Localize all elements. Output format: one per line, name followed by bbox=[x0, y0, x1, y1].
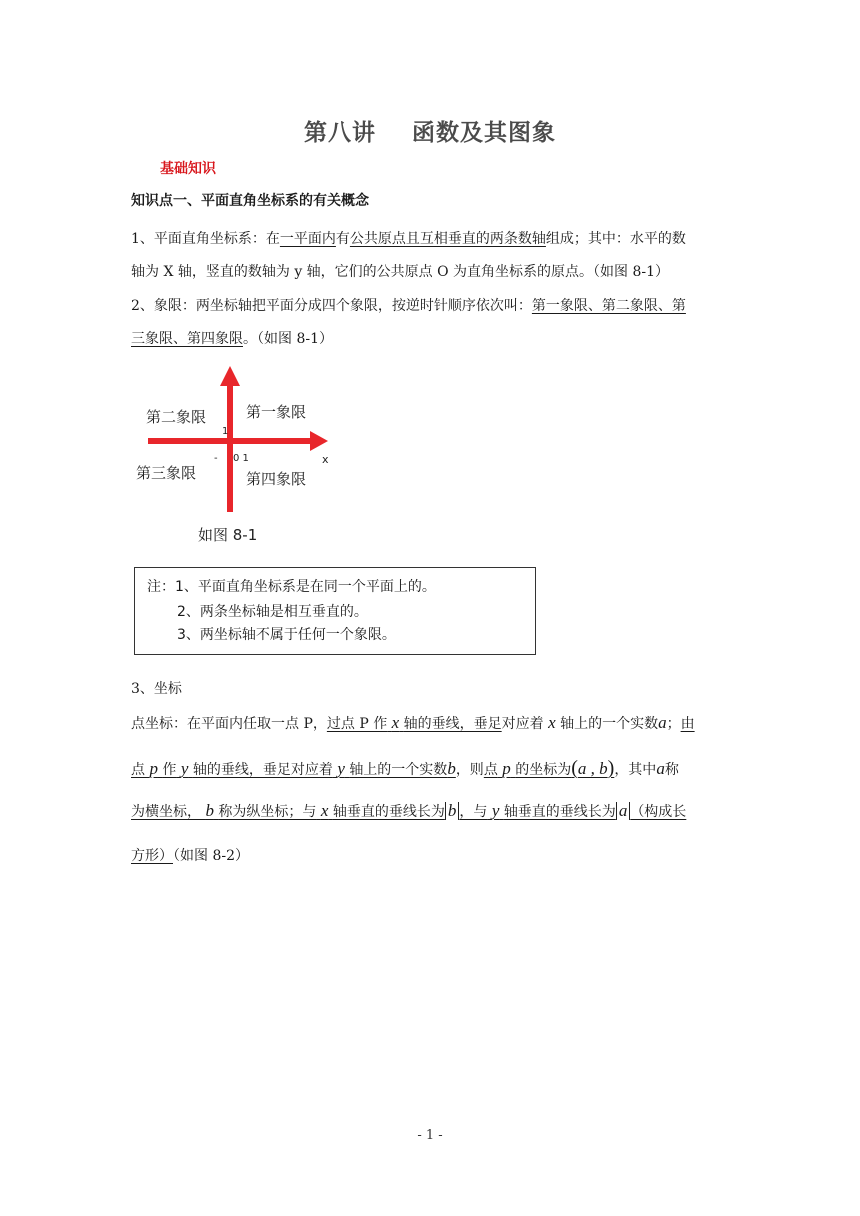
quadrant-diagram bbox=[130, 360, 350, 550]
para3-line4: 方形）（如图 8-2） bbox=[131, 848, 249, 864]
para1-line1: 1、平面直角坐标系：在一平面内有公共原点且互相垂直的两条数轴组成；其中：水平的数 bbox=[131, 231, 686, 247]
lecture-topic: 函数及其图象 bbox=[412, 120, 556, 146]
x-axis-arrow bbox=[310, 431, 328, 451]
quadrant-figure bbox=[130, 360, 350, 550]
note-line-3: 3、两坐标轴不属于任何一个象限。 bbox=[177, 627, 396, 643]
x-axis-label: x bbox=[322, 453, 329, 466]
quadrant-2-label: 第二象限 bbox=[146, 408, 207, 426]
para2-line1: 2、象限：两坐标轴把平面分成四个象限，按逆时针顺序依次叫：第一象限、第二象限、第 bbox=[131, 298, 686, 314]
knowledge-heading: 知识点一、平面直角坐标系的有关概念 bbox=[131, 193, 369, 209]
y-axis-arrow bbox=[220, 366, 240, 386]
para3-line2: 点 p 作 y 轴的垂线，垂足对应着 y 轴上的一个实数b，则点 p 的坐标为(a , b)，其中a称 bbox=[131, 757, 679, 779]
para1-line2: 轴为 X 轴，竖直的数轴为 y 轴，它们的公共原点 O 为直角坐标系的原点。（如图 8-1） bbox=[131, 264, 670, 280]
quadrant-3-label: 第三象限 bbox=[136, 464, 197, 482]
note-line-2: 2、两条坐标轴是相互垂直的。 bbox=[177, 604, 368, 620]
note-line-1: 注：1、平面直角坐标系是在同一个平面上的。 bbox=[147, 579, 436, 595]
figure-caption: 如图 8-1 bbox=[198, 526, 258, 544]
para3-title: 3、坐标 bbox=[131, 681, 182, 697]
x-tick-minus: - bbox=[214, 453, 218, 464]
page-title bbox=[0, 114, 860, 147]
page-number: - 1 - bbox=[417, 1128, 443, 1143]
quadrant-4-label: 第四象限 bbox=[246, 470, 307, 488]
para3-line1: 点坐标：在平面内任取一点 P，过点 P 作 x 轴的垂线，垂足对应着 x 轴上的一个实数a；由 bbox=[131, 713, 695, 732]
para3-line3: 为横坐标， b 称为纵坐标；与 x 轴垂直的垂线长为 b ，与 y 轴垂直的垂线长为 a （构成长 bbox=[131, 801, 687, 820]
note-box bbox=[134, 567, 536, 655]
y-tick-one: 1 bbox=[222, 426, 229, 437]
quadrant-1-label: 第一象限 bbox=[246, 403, 307, 421]
origin-ticks: 0 1 bbox=[233, 453, 249, 464]
para2-line2: 三象限、第四象限。（如图 8-1） bbox=[131, 331, 333, 347]
lecture-number: 第八讲 bbox=[304, 120, 376, 146]
section-label: 基础知识 bbox=[160, 161, 216, 177]
